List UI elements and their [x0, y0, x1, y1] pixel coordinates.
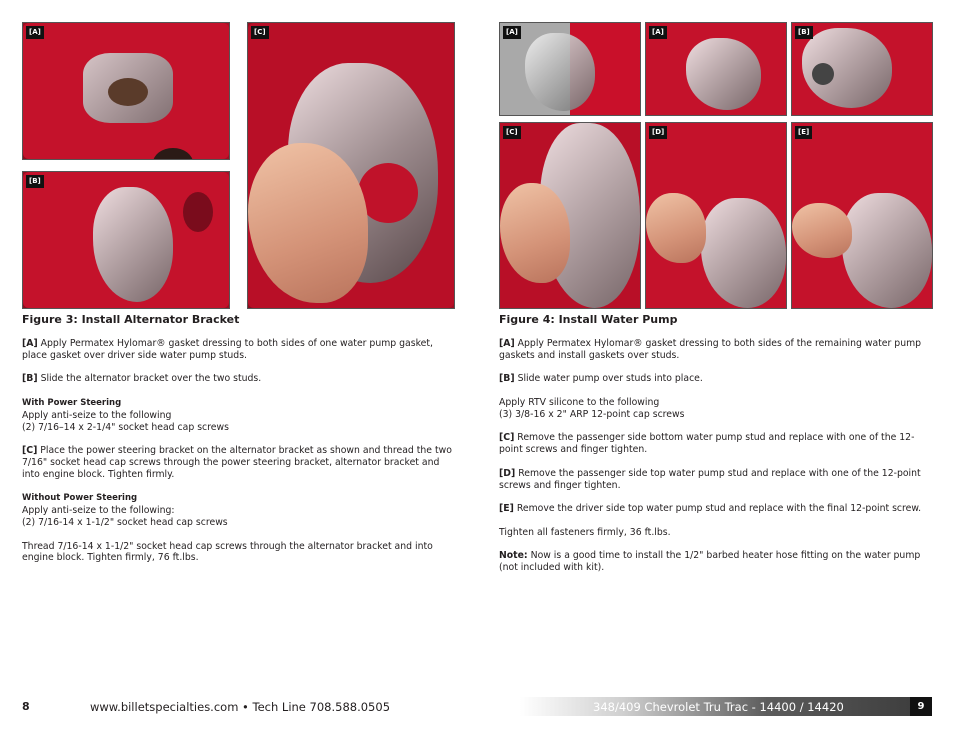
- photo-fig4-e: [791, 122, 933, 309]
- step-b: [B] Slide water pump over studs into place.: [499, 373, 703, 385]
- photo-fig4-d: [645, 122, 787, 309]
- photo-fig4-c: [499, 122, 641, 309]
- photo-label: [B]: [26, 175, 44, 188]
- right-instructions: [499, 338, 924, 586]
- step-d: [D] Remove the passenger side top water pump stud and replace with one of the 12-point screws and finger tighten.: [499, 467, 921, 491]
- step-c: [C] Place the power steering bracket on the alternator bracket as shown and thread the two 7/16" socket head cap screws through the power steering bracket, alternator bracket and into engine block. Tighten firmly.: [22, 445, 452, 480]
- photo-label: [D]: [649, 126, 667, 139]
- with-power-steering: With Power Steering Apply anti-seize to the following (2) 7/16–14 x 2-1/4" socket head cap screws: [22, 397, 229, 433]
- figure-3-caption: Figure 3: Install Alternator Bracket: [22, 313, 240, 326]
- photo-label: [A]: [26, 26, 44, 39]
- photo-fig4-a2: [645, 22, 787, 116]
- photo-fig4-a1: [499, 22, 641, 116]
- thread-instruction: Thread 7/16-14 x 1-1/2" socket head cap screws through the alternator bracket and into engine block. Tighten firmly, 76 ft.lbs.: [22, 540, 433, 564]
- figure-4-caption: Figure 4: Install Water Pump: [499, 313, 678, 326]
- footer-product-title: 348/409 Chevrolet Tru Trac - 14400 / 14420: [593, 700, 844, 714]
- step-a: [A] Apply Permatex Hylomar® gasket dressing to both sides of the remaining water pump gaskets and install gaskets over studs.: [499, 338, 922, 361]
- step-b: [B] Slide the alternator bracket over the two studs.: [22, 373, 262, 385]
- page-number-left: 8: [22, 700, 30, 713]
- photo-label: [C]: [503, 126, 521, 139]
- left-instructions: [22, 338, 458, 576]
- step-a: [A] Apply Permatex Hylomar® gasket dressing to both sides of one water pump gasket, place gasket over driver side water pump studs.: [22, 338, 433, 361]
- photo-fig3-a: [22, 22, 230, 160]
- without-power-steering: Without Power Steering Apply anti-seize to the following: (2) 7/16-14 x 1-1/2" socket head cap screws: [22, 493, 228, 528]
- photo-fig3-b: [22, 171, 230, 309]
- step-c: [C] Remove the passenger side bottom water pump stud and replace with one of the 12-point screws and finger tighten.: [499, 432, 915, 456]
- footer-website: www.billetspecialties.com • Tech Line 708.588.0505: [90, 700, 391, 714]
- photo-label: [E]: [795, 126, 812, 139]
- photo-fig3-c: [247, 22, 455, 309]
- step-e: [E] Remove the driver side top water pump stud and replace with the final 12-point screw.: [499, 503, 922, 515]
- photo-label: [C]: [251, 26, 269, 39]
- note: Note: Now is a good time to install the 1/2" barbed heater hose fitting on the water pump (not included with kit).: [499, 550, 921, 574]
- page-number-right: 9: [910, 697, 932, 716]
- photo-fig4-b: [791, 22, 933, 116]
- tighten-instruction: Tighten all fasteners firmly, 36 ft.lbs.: [499, 526, 671, 538]
- rtv-instruction: Apply RTV silicone to the following (3) 3/8-16 x 2" ARP 12-point cap screws: [499, 396, 685, 420]
- photo-label: [A]: [649, 26, 667, 39]
- photo-label: [B]: [795, 26, 813, 39]
- photo-label: [A]: [503, 26, 521, 39]
